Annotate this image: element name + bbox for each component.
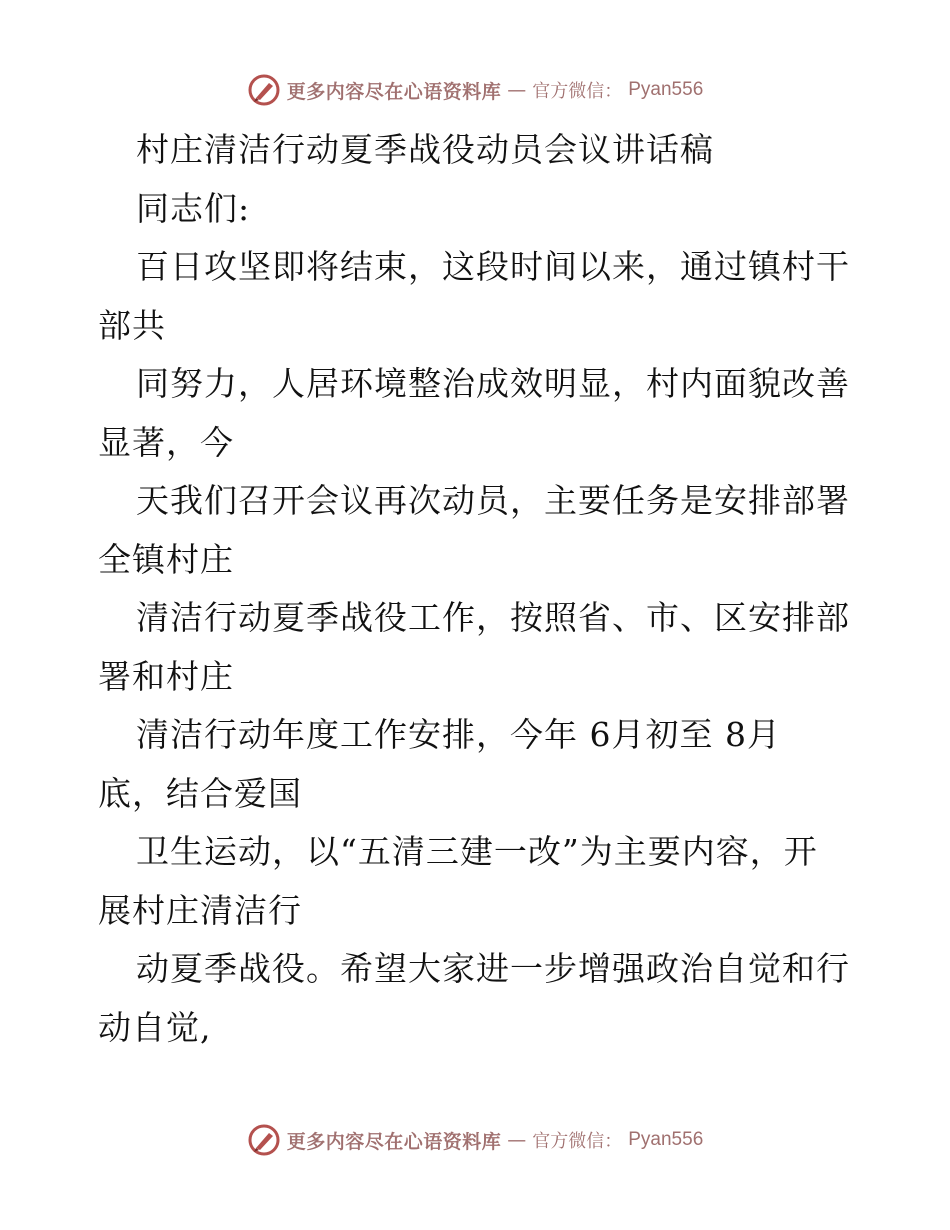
text-line: 卫生运动，以“五清三建一改”为主要内容，开	[136, 832, 818, 871]
watermark-dash: —	[507, 1129, 527, 1151]
text-line: 清洁行动年度工作安排，今年 6月初至 8月	[136, 715, 781, 754]
text-line: 底，结合爱国	[98, 773, 302, 813]
watermark-sub-text: 官方微信：	[532, 1131, 623, 1152]
watermark-main-text: 更多内容尽在心语资料库	[286, 80, 502, 103]
text-line: 同努力，人居环境整治成效明显，村内面貌改善	[136, 364, 850, 403]
pen-logo-icon	[247, 1123, 281, 1157]
watermark-id: Pyan556	[628, 1129, 704, 1150]
text-line: 同志们:	[136, 188, 251, 228]
header-watermark	[0, 70, 950, 110]
watermark-sub-text: 官方微信：	[532, 81, 623, 102]
text-line: 部共	[98, 305, 166, 345]
text-line: 清洁行动夏季战役工作，按照省、市、区安排部	[136, 598, 850, 637]
text-line: 百日攻坚即将结束，这段时间以来，通过镇村干	[136, 247, 850, 286]
text-line: 动自觉,	[98, 1007, 212, 1047]
pen-logo-icon	[247, 73, 281, 107]
watermark-main-text: 更多内容尽在心语资料库	[286, 1130, 502, 1153]
text-line: 署和村庄	[98, 656, 234, 696]
text-line: 显著，今	[98, 422, 234, 462]
document-title: 村庄清洁行动夏季战役动员会议讲话稿	[136, 130, 714, 169]
watermark-dash: —	[507, 79, 527, 101]
text-line: 天我们召开会议再次动员，主要任务是安排部署	[136, 481, 850, 520]
text-line: 展村庄清洁行	[98, 890, 302, 930]
text-line: 动夏季战役。希望大家进一步增强政治自觉和行	[136, 949, 850, 988]
text-line: 全镇村庄	[98, 539, 234, 579]
footer-watermark	[0, 1120, 950, 1160]
document-body	[98, 121, 858, 1057]
watermark-id: Pyan556	[628, 79, 704, 100]
